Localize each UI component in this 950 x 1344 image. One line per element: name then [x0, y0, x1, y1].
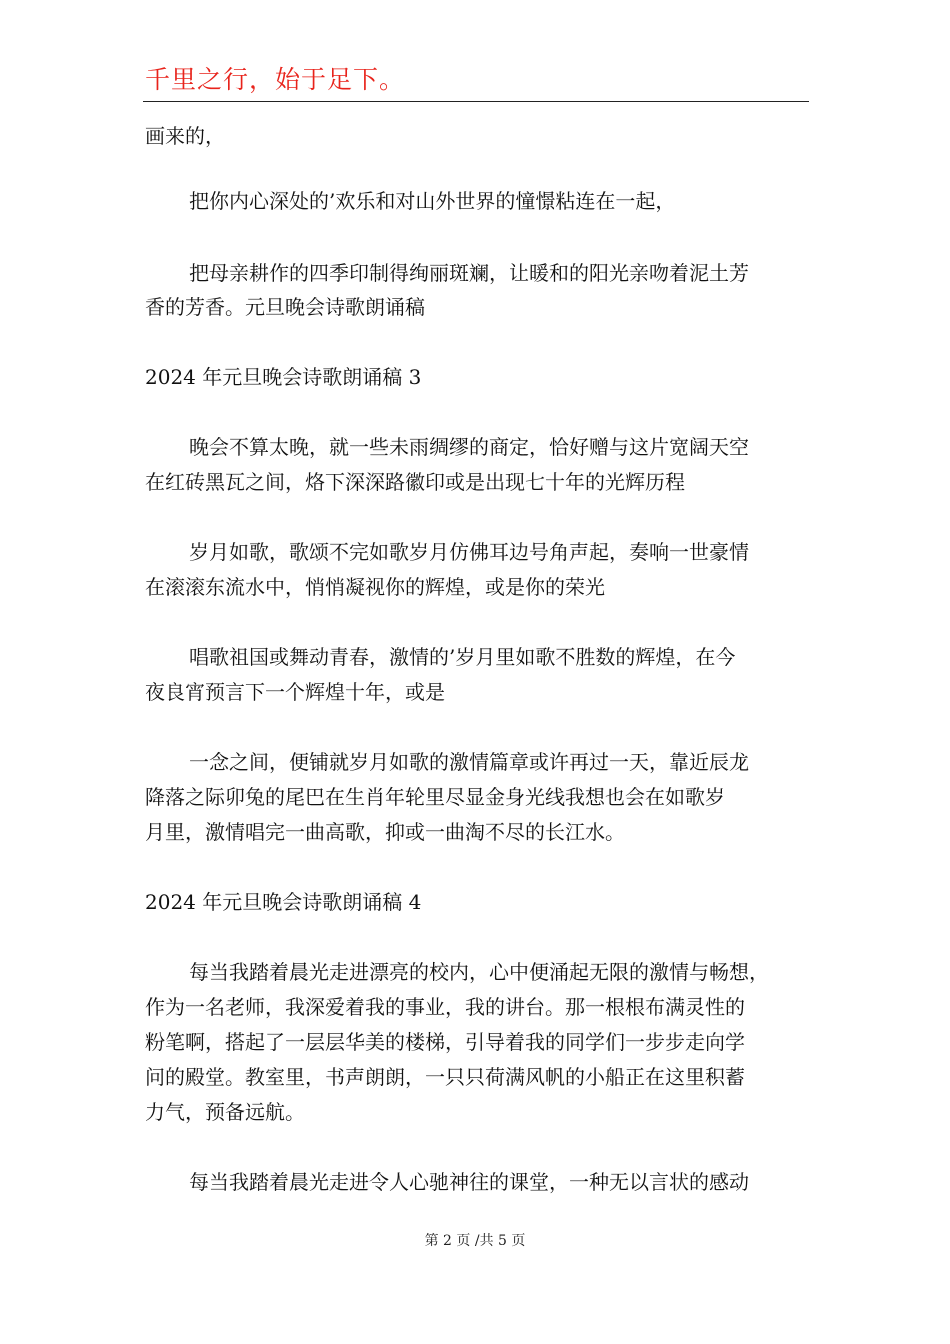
page-number: 第 2 页 /共 5 页	[424, 1233, 526, 1249]
text-line: 月里，激情唱完一曲高歌，抑或一曲淘不尽的长江水。	[145, 820, 625, 844]
text-line: 夜良宵预言下一个辉煌十年，或是	[145, 680, 445, 704]
text-line: 粉笔啊，搭起了一层层华美的楼梯，引导着我的同学们一步步走向学	[145, 1030, 745, 1054]
text-line: 每当我踏着晨光走进令人心驰神往的课堂，一种无以言状的感动	[189, 1170, 749, 1194]
section-heading: 2024 年元旦晚会诗歌朗诵稿 3	[145, 365, 422, 389]
text-line: 把你内心深处的’欢乐和对山外世界的憧憬粘连在一起，	[189, 189, 676, 213]
page-header-title: 千里之行，始于足下。	[145, 65, 406, 94]
text-line: 一念之间，便铺就岁月如歌的激情篇章或许再过一天，靠近辰龙	[189, 750, 749, 774]
text-line: 作为一名老师，我深爱着我的事业，我的讲台。那一根根布满灵性的	[145, 995, 745, 1019]
text-line: 岁月如歌，歌颂不完如歌岁月仿佛耳边号角声起，奏响一世豪情	[189, 540, 749, 564]
text-line: 香的芳香。元旦晚会诗歌朗诵稿	[145, 295, 425, 319]
header-divider	[143, 101, 809, 102]
text-line: 晚会不算太晚，就一些未雨绸缪的商定，恰好赠与这片宽阔天空	[189, 435, 749, 459]
text-line: 画来的，	[145, 124, 225, 148]
text-line: 在红砖黑瓦之间，烙下深深路徽印或是出现七十年的光辉历程	[145, 470, 685, 494]
text-line: 降落之际卯兔的尾巴在生肖年轮里尽显金身光线我想也会在如歌岁	[145, 785, 725, 809]
text-line: 在滚滚东流水中，悄悄凝视你的辉煌，或是你的荣光	[145, 575, 605, 599]
text-line: 每当我踏着晨光走进漂亮的校内，心中便涌起无限的激情与畅想，	[189, 960, 769, 984]
text-line: 力气，预备远航。	[145, 1100, 305, 1124]
text-line: 唱歌祖国或舞动青春，激情的’岁月里如歌不胜数的辉煌，在今	[189, 645, 736, 669]
text-line: 把母亲耕作的四季印制得绚丽斑斓，让暖和的阳光亲吻着泥土芳	[189, 261, 749, 285]
section-heading: 2024 年元旦晚会诗歌朗诵稿 4	[145, 890, 422, 914]
text-line: 问的殿堂。教室里，书声朗朗，一只只荷满风帆的小船正在这里积蓄	[145, 1065, 745, 1089]
